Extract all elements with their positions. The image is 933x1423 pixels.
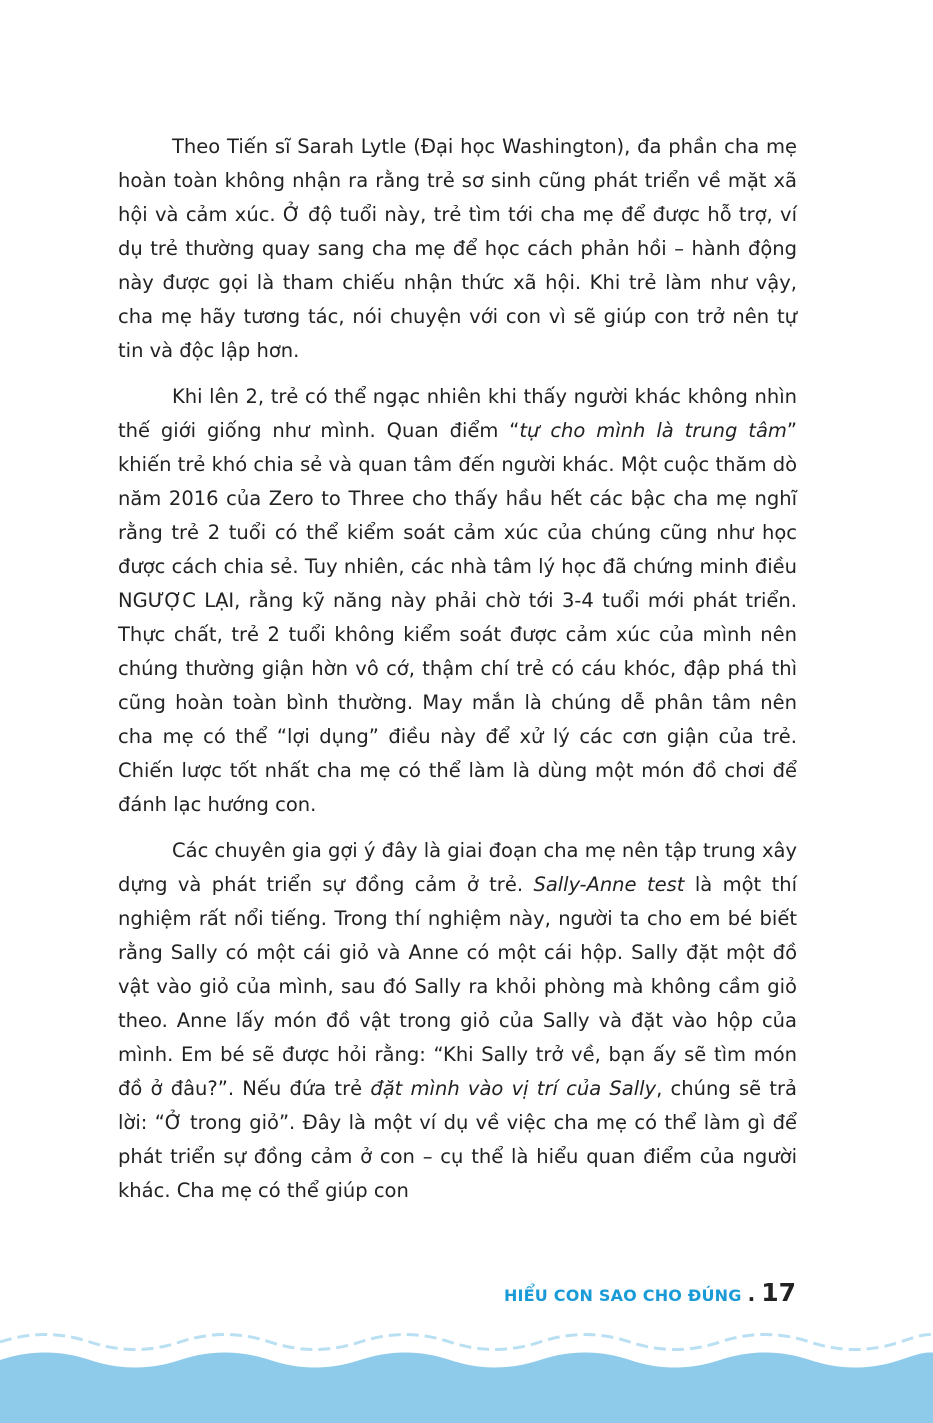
page-footer: [504, 1278, 796, 1307]
paragraph: [118, 130, 797, 368]
text-run: , chúng sẽ trả lời: “Ở trong giỏ”. Đây là một ví dụ về việc cha mẹ có thể làm gì để phát triển sự đồng cảm ở con – cụ thể là hiểu quan điểm của người khác. Cha mẹ có thể giúp con: [118, 1077, 797, 1202]
text-run: ” khiến trẻ khó chia sẻ và quan tâm đến người khác. Một cuộc thăm dò năm 2016 của Zero to Three cho thấy hầu hết các bậc cha mẹ nghĩ rằng trẻ 2 tuổi có thể kiểm soát cảm xúc của chúng cũng như học được cách chia sẻ. Tuy nhiên, các nhà tâm lý học đã chứng minh điều NGƯỢC LẠI, rằng kỹ năng này phải chờ tới 3-4 tuổi mới phát triển. Thực chất, trẻ 2 tuổi không kiểm soát được cảm xúc của mình nên chúng thường giận hờn vô cớ, thậm chí trẻ có cáu khóc, đập phá thì cũng hoàn toàn bình thường. May mắn là chúng dễ phân tâm nên cha mẹ có thể “lợi dụng” điều này để xử lý các cơn giận của trẻ. Chiến lược tốt nhất cha mẹ có thể làm là dùng một món đồ chơi để đánh lạc hướng con.: [118, 419, 798, 816]
text-run: là một thí nghiệm rất nổi tiếng. Trong thí nghiệm này, người ta cho em bé biết rằng Sally có một cái giỏ và Anne có một cái hộp. Sally đặt một đồ vật vào giỏ của mình, sau đó Sally ra khỏi phòng mà không cầm giỏ theo. Anne lấy món đồ vật trong giỏ của Sally và đặt vào hộp của mình. Em bé sẽ được hỏi rằng: “Khi Sally trở về, bạn ấy sẽ tìm món đồ ở đâu?”. Nếu đứa trẻ: [118, 873, 797, 1100]
footer-separator: .: [747, 1282, 756, 1306]
text-run: Theo Tiến sĩ Sarah Lytle (Đại học Washington), đa phần cha mẹ hoàn toàn không nhận ra rằng trẻ sơ sinh cũng phát triển về mặt xã hội và cảm xúc. Ở độ tuổi này, trẻ tìm tới cha mẹ để được hỗ trợ, ví dụ trẻ thường quay sang cha mẹ để học cách phản hồi – hành động này được gọi là tham chiếu nhận thức xã hội. Khi trẻ làm như vậy, cha mẹ hãy tương tác, nói chuyện với con vì sẽ giúp con trở nên tự tin và độc lập hơn.: [118, 135, 797, 362]
italic-text-run: tự cho mình là trung tâm: [519, 419, 787, 442]
page-number: 17: [761, 1278, 796, 1307]
text-run: Khi lên 2, trẻ có thể ngạc nhiên khi thấy người khác không nhìn thế giới giống như mình. Quan điểm “: [118, 385, 797, 442]
body-text: [118, 130, 797, 1220]
paragraph: [118, 380, 797, 822]
italic-text-run: đặt mình vào vị trí của Sally: [370, 1077, 657, 1100]
wave-dashed-line: [0, 1335, 933, 1350]
text-run: Các chuyên gia gợi ý đây là giai đoạn cha mẹ nên tập trung xây dựng và phát triển sự đồng cảm ở trẻ.: [118, 839, 797, 896]
running-book-title: HIỂU CON SAO CHO ĐÚNG: [503, 1286, 742, 1305]
paragraph: [118, 834, 797, 1208]
decorative-wave-footer: [0, 1330, 933, 1423]
wave-fill: [0, 1353, 933, 1423]
italic-text-run: Sally-Anne test: [533, 873, 685, 896]
